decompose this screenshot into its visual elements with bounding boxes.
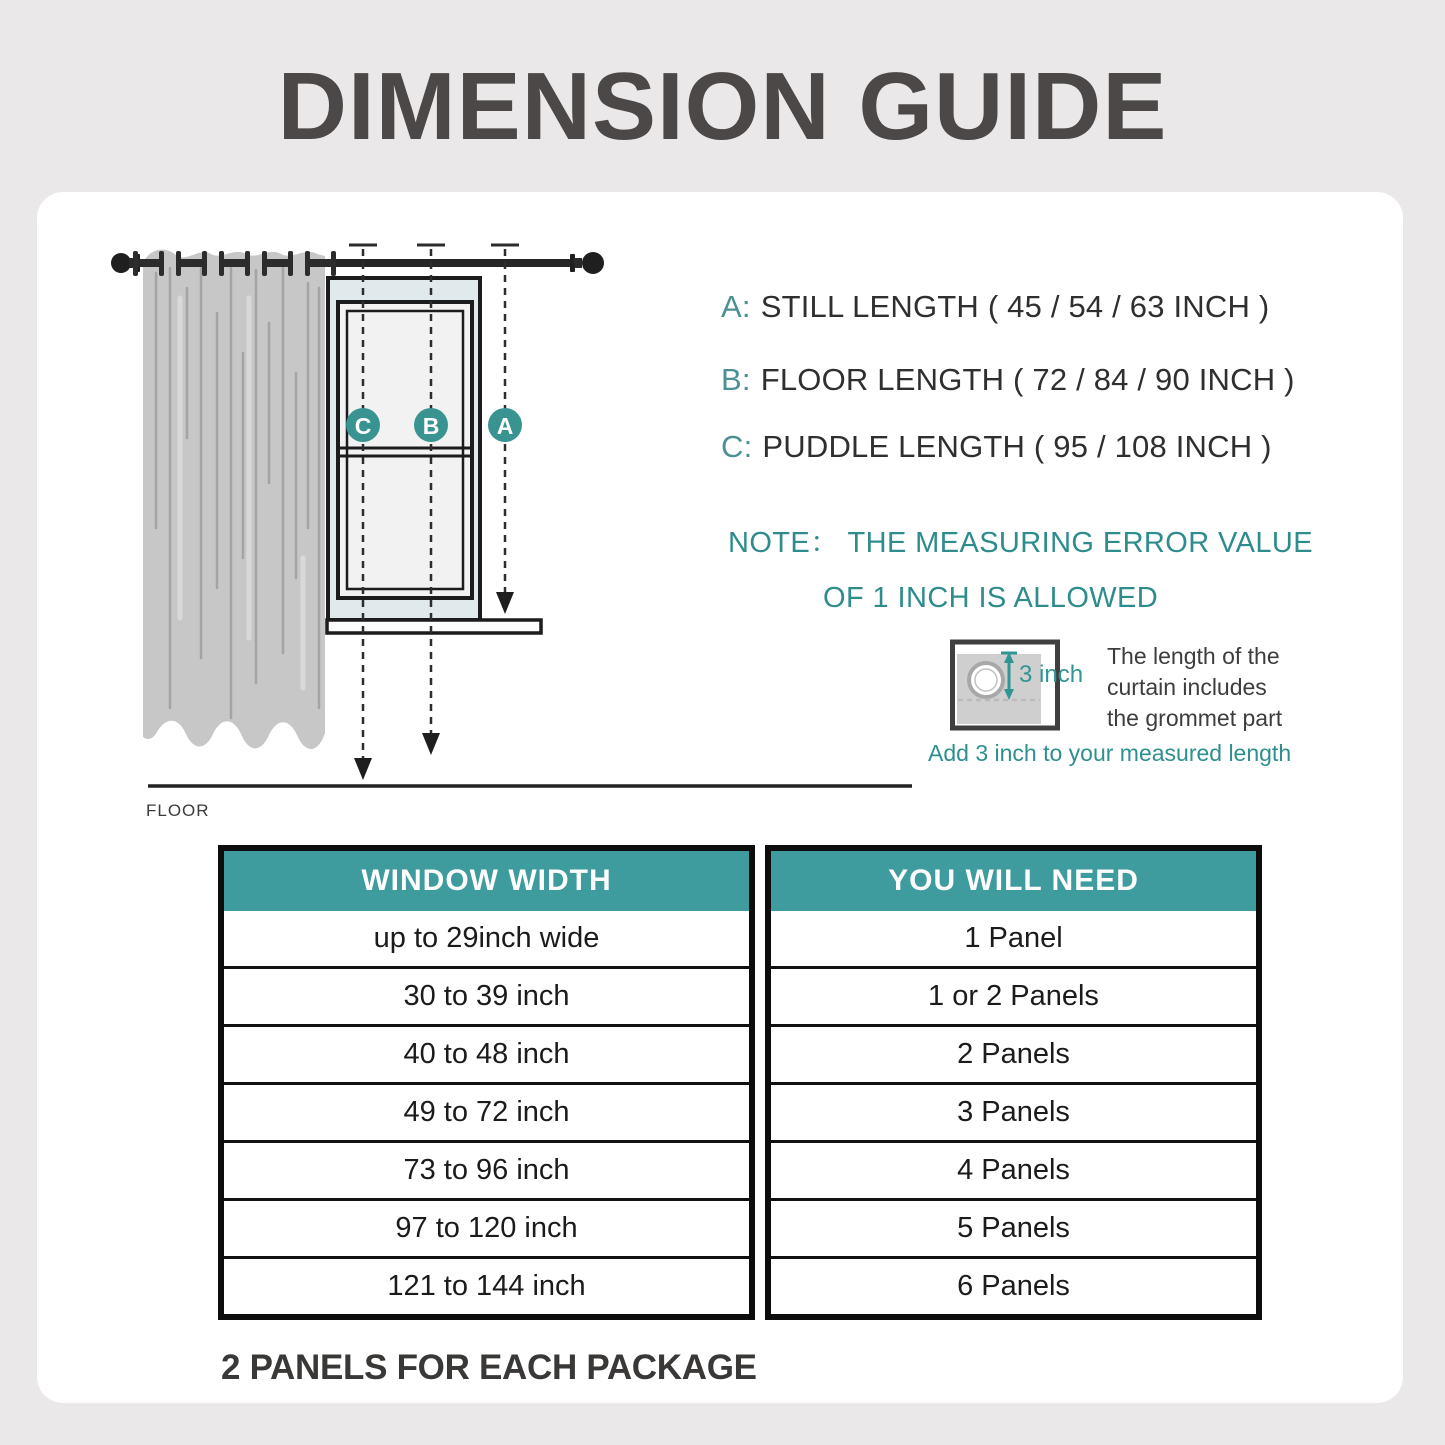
grommet-desc-line-3: the grommet part bbox=[1107, 705, 1283, 731]
page-title: DIMENSION GUIDE bbox=[277, 53, 1168, 160]
table-cell: 97 to 120 inch bbox=[224, 1198, 749, 1256]
table-cell: 40 to 48 inch bbox=[224, 1024, 749, 1082]
table-header-you-will-need: YOU WILL NEED bbox=[771, 851, 1256, 911]
spec-text-c: PUDDLE LENGTH ( 95 / 108 INCH ) bbox=[762, 429, 1272, 464]
spec-line-c bbox=[721, 428, 1272, 466]
arrowhead-b bbox=[422, 733, 440, 755]
window-sill bbox=[327, 620, 541, 633]
table-cell: 121 to 144 inch bbox=[224, 1256, 749, 1314]
spec-key-a: A: bbox=[721, 289, 751, 324]
rod-finial-left bbox=[111, 253, 131, 273]
table-cell: 1 Panel bbox=[964, 922, 1063, 954]
grommet-measure-label: 3 inch bbox=[1019, 661, 1084, 688]
marker-a-label: A bbox=[496, 413, 514, 439]
window bbox=[327, 278, 541, 633]
table-header-window-width: WINDOW WIDTH bbox=[224, 851, 749, 911]
note-line-2: OF 1 INCH IS ALLOWED bbox=[823, 582, 1159, 614]
floor-label: FLOOR bbox=[146, 801, 210, 820]
footer-note: 2 PANELS FOR EACH PACKAGE bbox=[221, 1348, 757, 1387]
grommet-desc bbox=[1107, 641, 1282, 734]
grommet-desc-line-2: curtain includes bbox=[1107, 674, 1267, 700]
table-cell: 1 or 2 Panels bbox=[771, 966, 1256, 1024]
marker-b-label: B bbox=[422, 413, 440, 439]
window-sash-inner bbox=[347, 311, 463, 589]
table-cell: 5 Panels bbox=[771, 1198, 1256, 1256]
spec-text-b: FLOOR LENGTH ( 72 / 84 / 90 INCH ) bbox=[760, 362, 1295, 397]
spec-line-b bbox=[721, 361, 1295, 399]
table-cell: 2 Panels bbox=[771, 1024, 1256, 1082]
table-cell: 6 Panels bbox=[771, 1256, 1256, 1314]
table-cell: 49 to 72 inch bbox=[224, 1082, 749, 1140]
table-cell: up to 29inch wide bbox=[373, 922, 600, 954]
note-line-1: NOTE： THE MEASURING ERROR VALUE bbox=[728, 527, 1313, 559]
marker-c-label: C bbox=[354, 413, 372, 439]
spec-key-b: B: bbox=[721, 362, 751, 397]
size-table-window-width bbox=[218, 845, 755, 1320]
rod-stem-right bbox=[574, 258, 582, 268]
grommet-tip: Add 3 inch to your measured length bbox=[928, 740, 1292, 766]
grommet-ring-inner bbox=[975, 669, 997, 691]
curtain bbox=[133, 250, 336, 749]
arrowhead-c bbox=[354, 758, 372, 780]
spec-text-a: STILL LENGTH ( 45 / 54 / 63 INCH ) bbox=[760, 289, 1270, 324]
table-cell: 73 to 96 inch bbox=[224, 1140, 749, 1198]
grommet-desc-line-1: The length of the bbox=[1107, 643, 1280, 669]
spec-line-a bbox=[721, 288, 1269, 326]
spec-key-c: C: bbox=[721, 429, 753, 464]
measure-markers bbox=[346, 408, 522, 442]
size-table-you-will-need bbox=[765, 845, 1262, 1320]
table-cell: 3 Panels bbox=[771, 1082, 1256, 1140]
table-cell: 4 Panels bbox=[771, 1140, 1256, 1198]
rod-finial-right bbox=[582, 252, 604, 274]
arrowhead-a bbox=[496, 592, 514, 614]
table-cell: 30 to 39 inch bbox=[224, 966, 749, 1024]
